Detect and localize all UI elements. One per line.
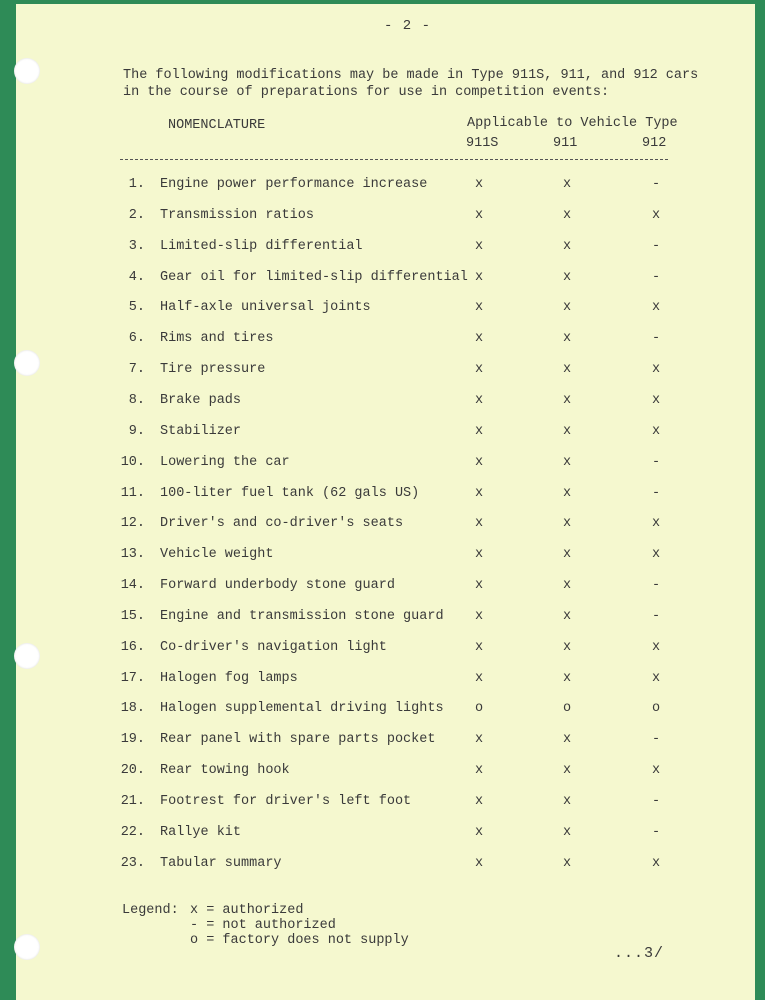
row-description: 100-liter fuel tank (62 gals US) xyxy=(160,485,420,501)
mark-911: x xyxy=(562,300,572,316)
table-row xyxy=(0,609,765,629)
mark-911s: x xyxy=(474,639,484,655)
nomenclature-header: NOMENCLATURE xyxy=(168,118,266,133)
row-description: Driver's and co-driver's seats xyxy=(160,516,404,532)
mark-912: x xyxy=(651,300,661,316)
row-number: 8. xyxy=(128,392,145,408)
row-number: 16. xyxy=(120,639,145,655)
mark-912: - xyxy=(651,824,661,840)
mark-912: x xyxy=(651,392,661,408)
mark-912: - xyxy=(651,331,661,347)
row-number: 3. xyxy=(128,238,145,254)
table-row xyxy=(0,208,765,228)
mark-911s: x xyxy=(474,454,484,470)
row-number: 4. xyxy=(128,269,145,285)
table-row xyxy=(0,763,765,783)
row-description: Co-driver's navigation light xyxy=(160,639,387,655)
mark-912: - xyxy=(651,485,661,501)
table-row xyxy=(0,177,765,197)
row-number: 6. xyxy=(128,331,145,347)
mark-911: x xyxy=(562,608,572,624)
mark-911: x xyxy=(562,269,572,285)
row-number: 23. xyxy=(120,855,145,871)
mark-911: x xyxy=(562,578,572,594)
row-description: Gear oil for limited-slip differential xyxy=(160,269,468,285)
row-number: 17. xyxy=(120,670,145,686)
legend-item: - = not authorized xyxy=(190,918,336,933)
mark-911s: x xyxy=(474,732,484,748)
mark-911s: x xyxy=(474,763,484,779)
mark-912: x xyxy=(651,516,661,532)
row-description: Lowering the car xyxy=(160,454,290,470)
row-description: Rear panel with spare parts pocket xyxy=(160,732,436,748)
row-number: 10. xyxy=(120,454,145,470)
mark-912: - xyxy=(651,794,661,809)
mark-912: x xyxy=(651,547,661,563)
table-row xyxy=(0,239,765,259)
mark-911s: x xyxy=(474,423,484,439)
intro-line: in the course of preparations for use in competition events: xyxy=(123,85,610,100)
row-description: Rallye kit xyxy=(160,824,242,840)
table-row xyxy=(0,331,765,351)
mark-912: - xyxy=(651,732,661,748)
mark-911: x xyxy=(562,763,572,779)
punch-hole xyxy=(14,934,40,960)
row-description: Rear towing hook xyxy=(160,763,290,779)
row-number: 11. xyxy=(120,485,145,501)
row-description: Rims and tires xyxy=(160,331,274,347)
row-description: Halogen supplemental driving lights xyxy=(160,701,444,717)
type-header-911: 911 xyxy=(553,136,578,151)
table-row xyxy=(0,578,765,598)
row-description: Limited-slip differential xyxy=(160,238,363,254)
table-row xyxy=(0,547,765,567)
punch-hole xyxy=(14,58,40,84)
table-row xyxy=(0,701,765,721)
table-row xyxy=(0,455,765,475)
mark-911: x xyxy=(562,392,572,408)
mark-911: o xyxy=(562,701,572,717)
mark-911: x xyxy=(562,639,572,655)
mark-911s: x xyxy=(474,331,484,347)
mark-911s: x xyxy=(474,238,484,254)
mark-912: x xyxy=(651,639,661,655)
type-header-912: 912 xyxy=(642,136,667,151)
row-description: Tire pressure xyxy=(160,362,266,378)
mark-911: x xyxy=(562,177,572,192)
mark-912: x xyxy=(651,855,661,871)
mark-911s: x xyxy=(474,207,484,223)
table-row xyxy=(0,640,765,660)
legend-label: Legend: xyxy=(122,903,179,918)
mark-911: x xyxy=(562,207,572,223)
mark-912: x xyxy=(651,362,661,378)
type-header-911s: 911S xyxy=(466,136,499,151)
mark-911s: o xyxy=(474,701,484,717)
mark-912: - xyxy=(651,269,661,285)
mark-911s: x xyxy=(474,362,484,378)
mark-911s: x xyxy=(474,608,484,624)
mark-911s: x xyxy=(474,547,484,563)
row-number: 22. xyxy=(120,824,145,840)
mark-911s: x xyxy=(474,300,484,316)
mark-911s: x xyxy=(474,392,484,408)
table-row xyxy=(0,270,765,290)
row-number: 15. xyxy=(120,608,145,624)
row-description: Transmission ratios xyxy=(160,207,314,223)
mark-912: o xyxy=(651,701,661,717)
mark-911: x xyxy=(562,516,572,532)
row-description: Forward underbody stone guard xyxy=(160,578,395,594)
row-description: Tabular summary xyxy=(160,855,282,871)
table-row xyxy=(0,300,765,320)
intro-line: The following modifications may be made in Type 911S, 911, and 912 cars xyxy=(123,68,699,83)
row-number: 20. xyxy=(120,763,145,779)
table-row xyxy=(0,486,765,506)
table-row xyxy=(0,825,765,845)
row-number: 7. xyxy=(128,362,145,378)
continuation-marker: ...3/ xyxy=(614,945,665,962)
mark-911: x xyxy=(562,824,572,840)
row-description: Engine and transmission stone guard xyxy=(160,608,444,624)
mark-911: x xyxy=(562,331,572,347)
row-number: 9. xyxy=(128,423,145,439)
mark-912: x xyxy=(651,763,661,779)
row-number: 14. xyxy=(120,578,145,594)
mark-911s: x xyxy=(474,516,484,532)
mark-911: x xyxy=(562,238,572,254)
mark-912: - xyxy=(651,608,661,624)
table-row xyxy=(0,362,765,382)
mark-911s: x xyxy=(474,269,484,285)
mark-912: x xyxy=(651,423,661,439)
row-description: Halogen fog lamps xyxy=(160,670,298,686)
row-description: Half-axle universal joints xyxy=(160,300,371,316)
mark-911: x xyxy=(562,547,572,563)
mark-911: x xyxy=(562,732,572,748)
mark-911: x xyxy=(562,454,572,470)
mark-912: x xyxy=(651,207,661,223)
legend-item: x = authorized xyxy=(190,903,304,918)
row-number: 13. xyxy=(120,547,145,563)
mark-912: x xyxy=(651,670,661,686)
table-row xyxy=(0,671,765,691)
table-row xyxy=(0,393,765,413)
row-description: Footrest for driver's left foot xyxy=(160,794,412,809)
row-number: 21. xyxy=(120,794,145,809)
table-row xyxy=(0,794,765,814)
mark-912: - xyxy=(651,578,661,594)
mark-911s: x xyxy=(474,578,484,594)
mark-911s: x xyxy=(474,794,484,809)
applicable-header: Applicable to Vehicle Type xyxy=(467,116,678,131)
row-number: 18. xyxy=(120,701,145,717)
mark-911: x xyxy=(562,670,572,686)
mark-911s: x xyxy=(474,670,484,686)
mark-911: x xyxy=(562,855,572,871)
row-number: 1. xyxy=(128,177,145,192)
table-row xyxy=(0,732,765,752)
row-number: 12. xyxy=(120,516,145,532)
intro-paragraph xyxy=(123,67,699,101)
mark-911s: x xyxy=(474,177,484,192)
row-description: Brake pads xyxy=(160,392,242,408)
row-description: Engine power performance increase xyxy=(160,177,428,192)
mark-911: x xyxy=(562,485,572,501)
mark-911s: x xyxy=(474,485,484,501)
table-row xyxy=(0,424,765,444)
mark-911: x xyxy=(562,423,572,439)
mark-911: x xyxy=(562,794,572,809)
mark-912: - xyxy=(651,454,661,470)
page-number: - 2 - xyxy=(384,18,432,34)
row-number: 19. xyxy=(120,732,145,748)
mark-912: - xyxy=(651,238,661,254)
row-description: Stabilizer xyxy=(160,423,242,439)
header-rule xyxy=(120,159,668,160)
mark-911: x xyxy=(562,362,572,378)
legend-item: o = factory does not supply xyxy=(190,933,409,948)
table-row xyxy=(0,516,765,536)
mark-911s: x xyxy=(474,855,484,871)
row-number: 2. xyxy=(128,207,145,223)
row-description: Vehicle weight xyxy=(160,547,274,563)
table-row xyxy=(0,856,765,876)
mark-912: - xyxy=(651,177,661,192)
row-number: 5. xyxy=(128,300,145,316)
mark-911s: x xyxy=(474,824,484,840)
